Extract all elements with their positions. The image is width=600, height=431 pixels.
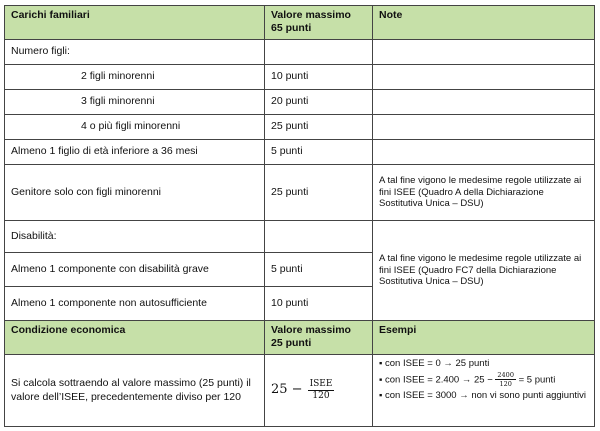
bullet-icon: ▪ [379,389,383,401]
header-valore-line2: 65 punti [271,22,312,35]
header-carichi-familiari: Carichi familiari [5,6,265,40]
example-item-1 [379,358,588,370]
header-note: Note [373,6,595,40]
example-2-denominator: 120 [499,380,512,389]
empty-cell [373,40,595,65]
header-valore-massimo-25 [265,321,373,355]
disabilita-grave-desc: Almeno 1 componente con disabilità grave [5,253,265,287]
formula-base: 25 − [271,382,303,398]
figli-desc-3: 3 figli minorenni [5,90,265,115]
isee-formula [271,380,366,401]
header-valore25-line1: Valore massimo [271,324,351,336]
header-esempi: Esempi [373,321,595,355]
figli-points-4: 25 punti [265,115,373,140]
example-2-fraction [495,372,516,388]
bullet-icon: ▪ [379,374,383,386]
example-text-2-pre: con ISEE = 2.400 → 25 − [385,374,493,386]
figli-points-2: 10 punti [265,65,373,90]
header-row-condizione [5,321,595,355]
row-disabilita [5,221,595,253]
row-4-figli [5,115,595,140]
empty-cell [373,115,595,140]
example-2-numerator: 2400 [497,370,514,379]
example-text-2-post: = 5 punti [518,374,556,386]
non-autosufficiente-points: 10 punti [265,287,373,321]
header-valore-line1: Valore massimo [271,9,351,21]
row-3-figli [5,90,595,115]
empty-cell [373,140,595,165]
esempi-cell [373,355,595,427]
empty-cell [265,221,373,253]
economica-formula-cell [265,355,373,427]
under36-points: 5 punti [265,140,373,165]
numero-figli-label: Numero figli: [5,40,265,65]
example-text-3: con ISEE = 3000 → non vi sono punti aggiuntivi [385,389,586,401]
disabilita-label: Disabilità: [5,221,265,253]
formula-numerator: ISEE [309,379,333,389]
example-text-1: con ISEE = 0 → 25 punti [385,358,490,369]
bullet-icon: ▪ [379,358,383,369]
row-genitore-solo [5,165,595,221]
example-item-2 [379,372,588,388]
header-row-carichi [5,6,595,40]
empty-cell [373,90,595,115]
carichi-familiari-table [4,5,595,427]
empty-cell [265,40,373,65]
figli-points-3: 20 punti [265,90,373,115]
under36-desc: Almeno 1 figlio di età inferiore a 36 mesi [5,140,265,165]
disabilita-note: A tal fine vigono le medesime regole utilizzate ai fini ISEE (Quadro FC7 della Dichiarazione Sostitutiva Unica – DSU) [373,221,595,321]
genitore-note: A tal fine vigono le medesime regole utilizzate ai fini ISEE (Quadro A della Dichiarazione Sostitutiva Unica – DSU) [373,165,595,221]
example-item-3 [379,390,588,402]
row-numero-figli [5,40,595,65]
formula-fraction [308,380,335,401]
non-autosufficiente-desc: Almeno 1 componente non autosufficiente [5,287,265,321]
economica-desc: Si calcola sottraendo al valore massimo (25 punti) il valore dell’ISEE, precedentemente diviso per 120 [5,355,265,427]
header-valore-massimo-65 [265,6,373,40]
header-valore25-line2: 25 punti [271,337,312,350]
empty-cell [373,65,595,90]
genitore-desc: Genitore solo con figli minorenni [5,165,265,221]
disabilita-grave-points: 5 punti [265,253,373,287]
header-condizione-economica: Condizione economica [5,321,265,355]
row-condizione-economica [5,355,595,427]
formula-denominator: 120 [312,391,330,401]
genitore-points: 25 punti [265,165,373,221]
figli-desc-2: 2 figli minorenni [5,65,265,90]
row-2-figli [5,65,595,90]
figli-desc-4: 4 o più figli minorenni [5,115,265,140]
row-under-36-mesi [5,140,595,165]
